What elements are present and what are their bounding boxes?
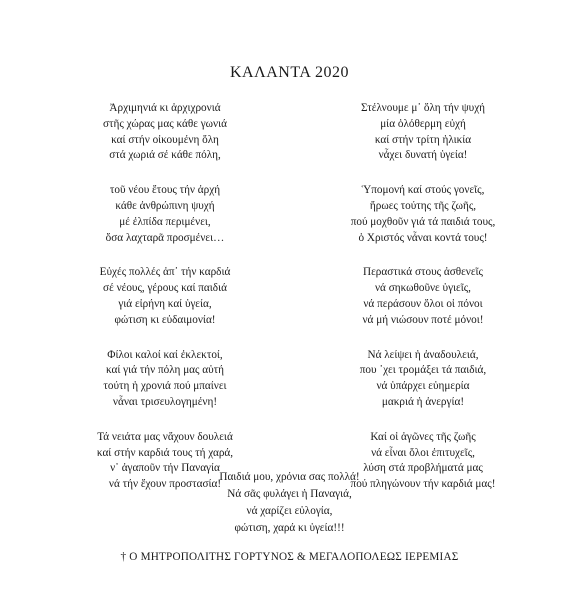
stanza — [20, 101, 310, 164]
verse-line: μία ὁλόθερμη εὐχή — [380, 117, 466, 130]
verse-line: λύση στά προβλήματά μας — [363, 462, 483, 475]
verse-line: ν᾽ ἀγαποῦν τήν Παναγία — [110, 462, 220, 475]
verse-line: Εὐχές πολλές ἀπ᾽ τήν καρδιά — [99, 266, 231, 279]
left-column — [20, 101, 310, 512]
verse-line: φώτιση, χαρά κι ὑγεία!!! — [234, 522, 345, 534]
verse-line: Παιδιά μου, χρόνια σας πολλά! — [219, 471, 360, 483]
verse-line: Τά νειάτα μας νἄχουν δουλειά — [97, 430, 233, 443]
verse-line: γιά εἰρήνη καί ὑγεία, — [118, 297, 212, 310]
verse-line: Νά λείψει ἡ ἀναδουλειά, — [367, 348, 479, 361]
closing-stanza — [0, 469, 579, 537]
verse-line: Καί οἱ ἀγῶνες τῆς ζωῆς — [370, 430, 476, 443]
stanza — [278, 265, 568, 328]
verse-line: μακριά ἡ ἀνεργία! — [381, 395, 465, 408]
stanza — [20, 183, 310, 246]
verse-line: ὅσα λαχταρᾶ προσμένει… — [105, 231, 225, 244]
verse-line: Στέλνουμε μ᾽ ὅλη τήν ψυχή — [360, 102, 486, 114]
verse-line: στά χωριά σέ κάθε πόλη, — [109, 149, 221, 162]
verse-line: νά περάσουν ὅλοι οἱ πόνοι — [363, 297, 483, 310]
stanza — [278, 348, 568, 411]
page-title: ΚΑΛΑΝΤΑ 2020 — [230, 64, 349, 81]
stanza — [20, 265, 310, 328]
verse-line: ὁ Χριστός νἆναι κοντά τους! — [358, 231, 488, 244]
verse-line: πού μοχθοῦν γιά τά παιδιά τους, — [350, 215, 496, 228]
verse-line: κάθε ἀνθρώπινη ψυχή — [115, 199, 215, 212]
verse-line: ἥρωες τούτης τῆς ζωῆς, — [369, 199, 477, 212]
verse-line: νά ὑπάρχει εὐημερία — [376, 380, 470, 393]
verse-line: Ἀρχιμηνιά κι ἀρχιχρονιά — [109, 102, 221, 114]
verse-line: νά εἶναι ὅλοι ἐπιτυχεῖς, — [371, 446, 475, 459]
verse-line: νά τήν ἔχουν προστασία! — [108, 478, 222, 491]
right-column — [278, 101, 568, 512]
verse-line: Ὑπομονή καί στούς γονεῖς, — [361, 184, 485, 197]
verse-line: καί γιά τήν πόλη μας αὐτή — [105, 364, 225, 377]
signature: † Ο ΜΗΤΡΟΠΟΛΙΤΗΣ ΓΟΡΤΥΝΟΣ & ΜΕΓΑΛΟΠΟΛΕΩΣ ΙΕΡΕΜΙΑΣ — [120, 551, 459, 563]
verse-line: νά χαρίζει εὐλογία, — [246, 505, 333, 517]
verse-line: τούτη ἡ χρονιά πού μπαίνει — [103, 380, 227, 393]
stanza — [20, 348, 310, 411]
stanza — [278, 101, 568, 164]
verse-line: καί στήν τρίτη ἡλικία — [374, 133, 472, 146]
verse-line: καί στήν καρδιά τους τή χαρά, — [96, 446, 234, 459]
verse-line: μέ ἐλπίδα περιμένει, — [119, 215, 211, 228]
verse-line: νά μή νιώσουν ποτέ μόνοι! — [362, 313, 484, 326]
verse-line: στῆς χώρας μας κάθε γωνιά — [103, 117, 227, 130]
verse-line: καί στήν οἰκουμένη ὅλη — [111, 133, 219, 146]
verse-line: νἆναι τρισευλογημένη! — [112, 395, 218, 408]
verse-line: Νά σᾶς φυλάγει ἡ Παναγιά, — [227, 488, 352, 500]
verse-line: σέ νέους, γέρους καί παιδιά — [103, 282, 227, 295]
verse-line: νἆχει δυνατή ὑγεία! — [378, 149, 468, 162]
verse-line: Περαστικά στους ἀσθενεῖς — [363, 266, 483, 279]
verse-line: πού πληγώνουν τήν καρδιά μας! — [350, 478, 496, 491]
verse-line: φώτιση κι εὐδαιμονία! — [114, 313, 216, 326]
verse-line: τοῦ νέου ἔτους τήν ἀρχή — [109, 184, 221, 197]
verse-line: που ᾽χει τρομάξει τά παιδιά, — [359, 364, 487, 377]
stanza — [278, 183, 568, 246]
verse-line: νά σηκωθοῦνε ὑγιεῖς, — [375, 282, 471, 295]
verse-line: Φίλοι καλοί καί ἐκλεκτοί, — [107, 348, 223, 361]
